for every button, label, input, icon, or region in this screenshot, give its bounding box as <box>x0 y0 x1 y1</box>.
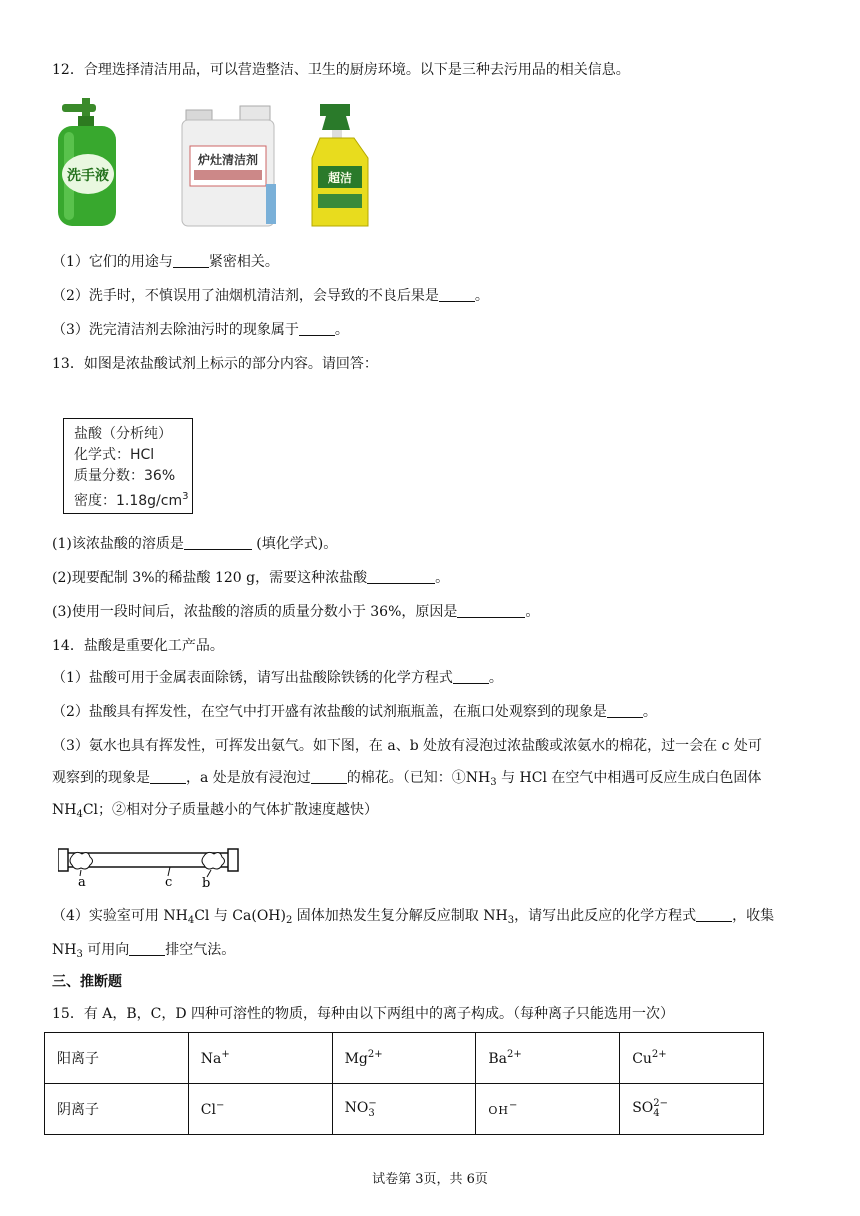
q14-part3-line2: 观察到的现象是 ，a 处是放有浸泡过 的棉花。（已知：$①NH_3$ 与 HCl 在空气中相遇可反应生成白色固体 <box>52 770 762 788</box>
q14-stem: 14．盐酸是重要化工产品。 <box>52 638 224 654</box>
q14-part3-line3: $NH_4Cl$；②相对分子质量越小的气体扩散速度越快） <box>52 802 379 820</box>
q12-stem: 12．合理选择清洁用品，可以营造整洁、卫生的厨房环境。以下是三种去污用品的相关信息。 <box>52 62 630 78</box>
q13-part3: (3)使用一段时间后，浓盐酸的溶质的质量分数小于 36%，原因是 。 <box>52 604 540 620</box>
cation-cell: Na+ <box>188 1033 332 1084</box>
anion-header: 阴离子 <box>45 1084 189 1135</box>
spray-cleaner-label: 超洁 <box>327 171 353 185</box>
q13-part1: (1)该浓盐酸的溶质是 (填化学式)。 <box>52 536 338 552</box>
tube-label-a: a <box>78 875 86 888</box>
answer-blank[interactable] <box>457 602 525 618</box>
tube-label-b: b <box>202 876 211 888</box>
cation-cell: $Mg^{2+}$ <box>332 1033 476 1084</box>
answer-blank[interactable] <box>299 320 335 336</box>
q14-part4-line2: $NH_3$ 可用向 排空气法。 <box>52 942 236 960</box>
spray-cleaner-image <box>306 102 382 228</box>
stove-cleaner-image <box>180 104 280 228</box>
label-line: 盐酸（分析纯） <box>74 426 172 442</box>
anion-cell: Cl− <box>188 1084 332 1135</box>
q12-part1: （1）它们的用途与 紧密相关。 <box>52 254 279 270</box>
label-line: 化学式：HCl <box>74 447 155 463</box>
answer-blank[interactable] <box>129 940 165 956</box>
hand-soap-image <box>52 98 134 228</box>
ion-table <box>44 1032 764 1135</box>
answer-blank[interactable] <box>439 286 475 302</box>
q14-part1: （1）盐酸可用于金属表面除锈，请写出盐酸除铁锈的化学方程式 。 <box>52 670 503 686</box>
answer-blank[interactable] <box>184 534 252 550</box>
answer-blank[interactable] <box>150 768 186 784</box>
cation-row <box>45 1033 764 1084</box>
stove-cleaner-label: 炉灶清洁剂 <box>197 153 259 167</box>
tube-label-c: c <box>165 875 173 888</box>
cation-header: 阳离子 <box>45 1033 189 1084</box>
page-footer: 试卷第 3页，共 6页 <box>372 1172 488 1187</box>
anion-row <box>45 1084 764 1135</box>
q12-part3: （3）洗完清洁剂去除油污时的现象属于 。 <box>52 322 349 338</box>
answer-blank[interactable] <box>311 768 347 784</box>
q12-part2: （2）洗手时，不慎误用了油烟机清洁剂，会导致的不良后果是 。 <box>52 288 489 304</box>
label-line: 密度：$1.18g/cm^3$ <box>74 491 189 509</box>
answer-blank[interactable] <box>696 906 732 922</box>
answer-blank[interactable] <box>607 702 643 718</box>
cotton-b <box>202 852 225 869</box>
anion-cell: SO 2− 4 <box>620 1084 764 1135</box>
anion-cell: OH− <box>476 1084 620 1135</box>
label-line: 质量分数：36% <box>74 468 176 484</box>
section-heading: 三、推断题 <box>52 974 122 990</box>
answer-blank[interactable] <box>367 568 435 584</box>
glass-tube-diagram <box>58 846 242 888</box>
cation-cell: $Cu^{2+}$ <box>620 1033 764 1084</box>
answer-blank[interactable] <box>453 668 489 684</box>
q15-stem: 15．有 A，B，C，D 四种可溶性的物质，每种由以下两组中的离子构成。（每种离子只能选用一次） <box>52 1006 675 1022</box>
cotton-a <box>70 852 93 869</box>
hand-soap-label: 洗手液 <box>67 168 109 184</box>
q13-part2: (2)现要配制 3%的稀盐酸 120 g，需要这种浓盐酸 。 <box>52 570 450 586</box>
q13-stem: 13．如图是浓盐酸试剂上标示的部分内容。请回答： <box>52 356 378 372</box>
q14-part4-line1: （4）实验室可用 $NH_4Cl$ 与 $Ca(OH)_2$ 固体加热发生复分解反应制取 $NH_3$，请写出此反应的化学方程式 ，收集 <box>52 908 775 926</box>
answer-blank[interactable] <box>173 252 209 268</box>
cation-cell: $Ba^{2+}$ <box>476 1033 620 1084</box>
anion-cell: NO − 3 <box>332 1084 476 1135</box>
q14-part3-line1: （3）氨水也具有挥发性，可挥发出氨气。如下图，在 a、b 处放有浸泡过浓盐酸或浓氨水的棉花，过一会在 c 处可 <box>52 738 762 754</box>
q14-part2: （2）盐酸具有挥发性，在空气中打开盛有浓盐酸的试剂瓶瓶盖，在瓶口处观察到的现象是 。 <box>52 704 657 720</box>
reagent-label <box>63 418 193 514</box>
